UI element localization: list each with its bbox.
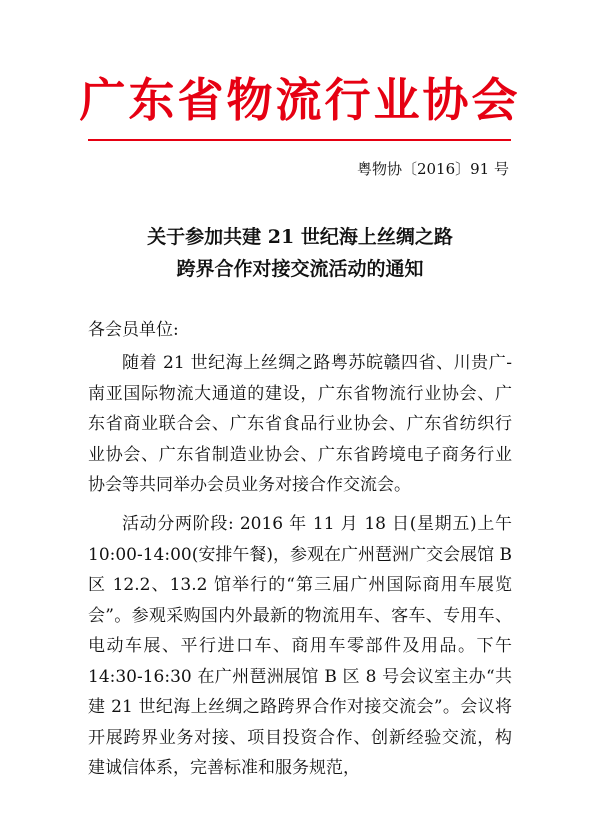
organization-header: 广东省物流行业协会 (79, 73, 521, 127)
red-divider-line (88, 139, 511, 141)
body-paragraph-1: 随着 21 世纪海上丝绸之路粤苏皖赣四省、川贵广-南亚国际物流大通道的建设，广东省物流行业协会、广东省商业联合会、广东省食品行业协会、广东省纺织行业协会、广东省制造业协会、广东省跨境电子商务行业协会等共同举办会员业务对接合作交流会。 (88, 353, 512, 495)
salutation: 各会员单位: (88, 320, 179, 340)
notice-title-line-2: 跨界合作对接交流活动的通知 (176, 258, 424, 280)
body-paragraph-2: 活动分两阶段: 2016 年 11 月 18 日(星期五)上午 10:00-14:00(安排午餐)，参观在广州琶洲广交会展馆 B 区 12.2、13.2 馆举行的“第三届广州国际商用车展览会”。参观采购国内外最新的物流用车、客车、专用车、电动车展、平行进口车、商用车零部件及用品。下午 14:30-16:30 在广州琶洲展馆 B 区 8 号会议室主办“共建 21 世纪海上丝绸之路跨界合作对接交流会”。会议将开展跨界业务对接、项目投资合作、创新经验交流，构建诚信体系，完善标准和服务规范， (88, 514, 512, 778)
document-number: 粤物协〔2016〕91 号 (356, 160, 509, 178)
notice-title-line-1: 关于参加共建 21 世纪海上丝绸之路 (147, 226, 453, 248)
